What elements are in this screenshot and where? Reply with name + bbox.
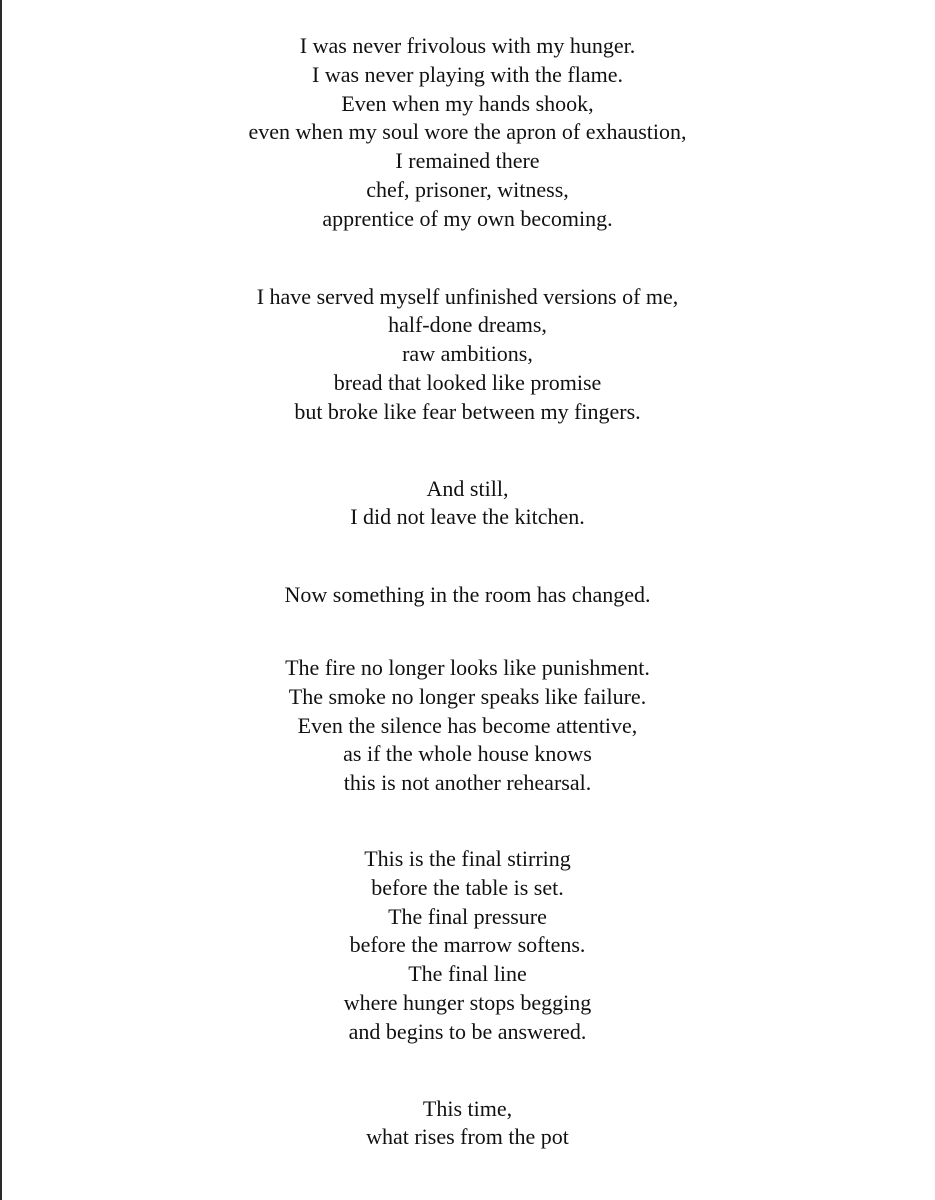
- stanza-6: [0, 845, 935, 1047]
- poem-line: before the marrow softens.: [349, 932, 586, 958]
- stanza-7: [0, 1095, 935, 1153]
- poem-line: Now something in the room has changed.: [284, 582, 651, 608]
- poem-line: and begins to be answered.: [348, 1018, 587, 1044]
- poem-line: This time,: [422, 1095, 513, 1121]
- poem-line: I was never playing with the flame.: [312, 61, 623, 87]
- poem-line: I remained there: [395, 148, 540, 174]
- poem-line: Even the silence has become attentive,: [297, 712, 638, 738]
- poem-line: This is the final stirring: [364, 845, 571, 871]
- poem-line: before the table is set.: [371, 874, 564, 900]
- poem-line: The final pressure: [388, 903, 547, 929]
- poem-line: I did not leave the kitchen.: [350, 504, 585, 530]
- poem-line: raw ambitions,: [402, 341, 533, 367]
- poem-line: apprentice of my own becoming.: [322, 205, 613, 231]
- poem-line: The fire no longer looks like punishment.: [285, 654, 650, 680]
- poem-line: even when my soul wore the apron of exhaustion,: [248, 119, 687, 145]
- stanza-4: [0, 581, 935, 610]
- poem-line: this is not another rehearsal.: [343, 770, 592, 796]
- poem-line: The smoke no longer speaks like failure.: [288, 683, 647, 709]
- poem-line: half-done dreams,: [388, 312, 547, 338]
- stanza-1: [0, 32, 935, 234]
- poem: [0, 32, 935, 1152]
- poem-line: as if the whole house knows: [343, 741, 592, 767]
- poem-line: The final line: [408, 961, 527, 987]
- poem-line: what rises from the pot: [366, 1124, 569, 1150]
- poem-line: where hunger stops begging: [343, 989, 592, 1015]
- stanza-3: [0, 475, 935, 533]
- poem-line: bread that looked like promise: [333, 369, 602, 395]
- poem-line: And still,: [426, 475, 509, 501]
- stanza-5: [0, 654, 935, 798]
- poem-line: Even when my hands shook,: [341, 90, 594, 116]
- poem-line: but broke like fear between my fingers.: [294, 398, 641, 424]
- poem-line: chef, prisoner, witness,: [366, 176, 569, 202]
- poem-line: I was never frivolous with my hunger.: [299, 33, 636, 58]
- stanza-2: [0, 283, 935, 427]
- poem-line: I have served myself unfinished versions of me,: [256, 283, 679, 309]
